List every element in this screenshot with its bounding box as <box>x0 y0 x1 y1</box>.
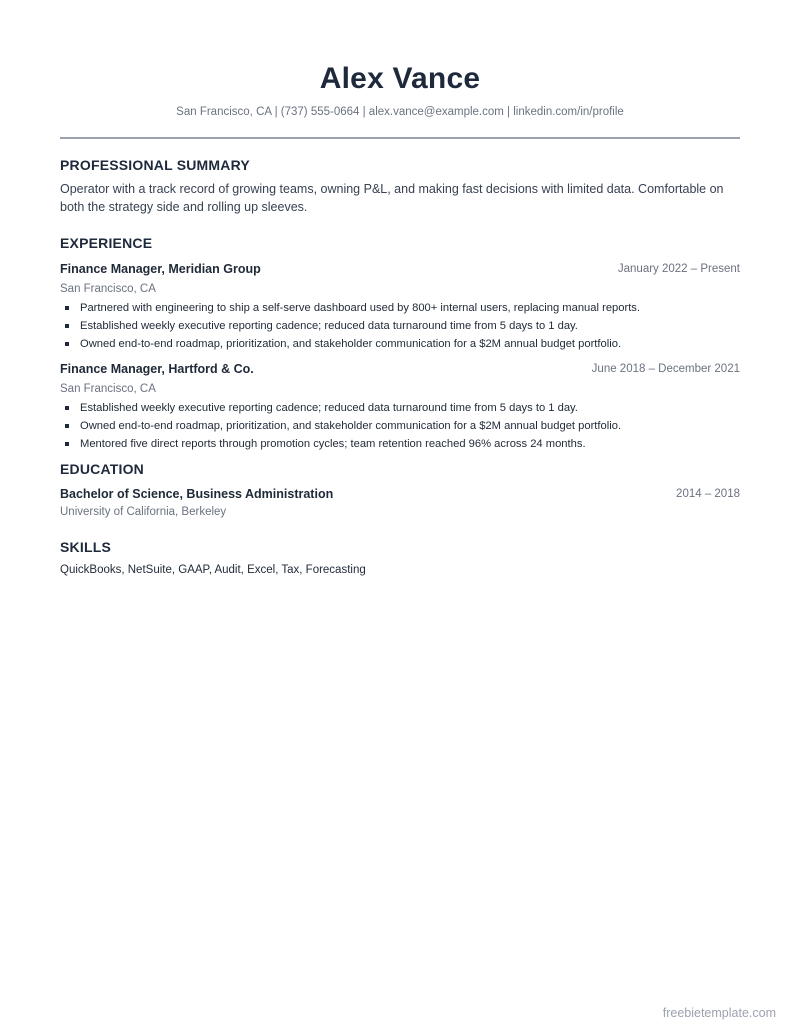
job-location: San Francisco, CA <box>60 383 156 395</box>
education-header <box>60 485 740 503</box>
section-title-skills: SKILLS <box>60 539 111 555</box>
watermark-text: freebietemplate.com <box>662 1006 776 1020</box>
bullet-item <box>60 317 740 335</box>
header-divider <box>60 137 740 139</box>
skills-list: QuickBooks, NetSuite, GAAP, Audit, Excel, Tax, Forecasting <box>60 564 366 576</box>
bullet-item <box>60 417 740 435</box>
job-entry <box>60 260 740 353</box>
section-title-summary: PROFESSIONAL SUMMARY <box>60 157 250 173</box>
bullet-icon <box>65 424 69 428</box>
bullet-text: Owned end-to-end roadmap, prioritization, and stakeholder communication for a $2M annual budget portfolio. <box>80 338 622 350</box>
bullet-item <box>60 335 740 353</box>
education-entry <box>60 485 740 520</box>
job-dates: January 2022 – Present <box>617 263 740 275</box>
job-bullets <box>60 399 740 453</box>
bullet-icon <box>65 342 69 346</box>
job-title: Finance Manager, Hartford & Co. <box>60 362 254 376</box>
school-name: University of California, Berkeley <box>60 506 227 518</box>
summary-text: Operator with a track record of growing teams, owning P&L, and making fast decisions with limited data. Comfortable on both the strategy side and rolling up sleeves. <box>60 182 724 214</box>
bullet-text: Mentored five direct reports through promotion cycles; team retention reached 96% across 24 months. <box>80 438 586 450</box>
job-entry <box>60 360 740 453</box>
bullet-icon <box>65 306 69 310</box>
bullet-text: Established weekly executive reporting cadence; reduced data turnaround time from 5 days to 1 day. <box>80 320 578 332</box>
job-title: Finance Manager, Meridian Group <box>60 262 261 276</box>
job-header <box>60 260 740 278</box>
education-dates: 2014 – 2018 <box>676 488 740 500</box>
section-title-experience: EXPERIENCE <box>60 235 153 251</box>
job-location: San Francisco, CA <box>60 283 156 295</box>
bullet-text: Owned end-to-end roadmap, prioritization, and stakeholder communication for a $2M annual budget portfolio. <box>80 420 622 432</box>
bullet-icon <box>65 406 69 410</box>
candidate-name: Alex Vance <box>319 62 481 95</box>
bullet-text: Partnered with engineering to ship a self-serve dashboard used by 800+ internal users, replacing manual reports. <box>80 302 641 314</box>
bullet-item <box>60 435 740 453</box>
bullet-icon <box>65 442 69 446</box>
contact-line: San Francisco, CA | (737) 555-0664 | alex.vance@example.com | linkedin.com/in/profile <box>176 106 624 118</box>
job-header <box>60 360 740 378</box>
bullet-text: Established weekly executive reporting cadence; reduced data turnaround time from 5 days to 1 day. <box>80 402 578 414</box>
job-dates: June 2018 – December 2021 <box>591 363 740 375</box>
bullet-icon <box>65 324 69 328</box>
degree-title: Bachelor of Science, Business Administration <box>60 487 334 501</box>
bullet-item <box>60 299 740 317</box>
job-bullets <box>60 299 740 353</box>
bullet-item <box>60 399 740 417</box>
section-title-education: EDUCATION <box>60 461 144 477</box>
